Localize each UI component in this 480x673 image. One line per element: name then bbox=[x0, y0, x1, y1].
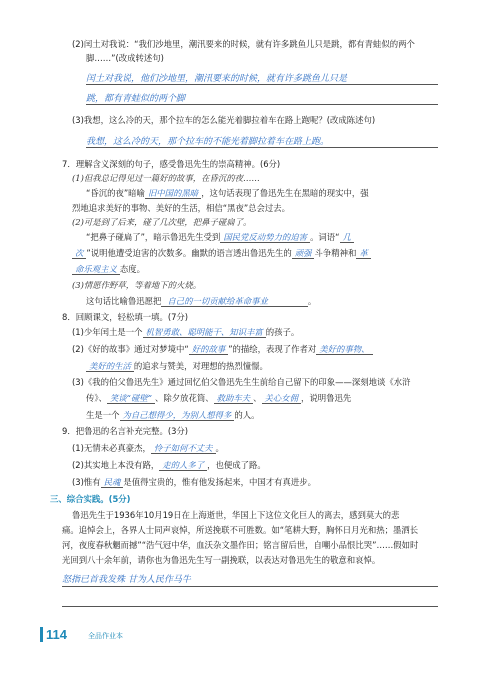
q9-3-row bbox=[72, 476, 316, 489]
q8-2-fill3: 美好的生活 bbox=[86, 361, 134, 372]
inline-text: 。 bbox=[307, 296, 317, 306]
q7-2-fill2: 几 bbox=[340, 232, 354, 243]
inline-text: ”的描绘，表现了作者对 bbox=[228, 344, 317, 354]
q8-2-row2 bbox=[86, 360, 268, 373]
inline-text: ，这句话表现了鲁迅先生在黑暗的现实中，强 bbox=[201, 188, 369, 198]
q8-3-row2 bbox=[86, 392, 351, 405]
q8-3-fill4: 为自己想得少，为别人想得多 bbox=[120, 410, 235, 421]
q6-2-prompt-cont: 脚……”(改成转述句) bbox=[86, 53, 164, 63]
q8-2-fill: 好的故事 bbox=[189, 344, 229, 355]
inline-text: ，也便成了路。 bbox=[207, 460, 266, 470]
inline-text: (1)少年闰土是一个 bbox=[72, 327, 143, 337]
q6-3-prompt: (3)我想，这么冷的天，那个拉车的怎么能光着脚拉着车在路上跑呢？(改成陈述句) bbox=[72, 115, 376, 125]
q7-2-answer-row3 bbox=[72, 263, 145, 276]
q6-2-answer-line1: 闰土对我说，他们沙地里，潮汛要来的时候，就有许多跳鱼儿只是 bbox=[86, 74, 348, 84]
q7-2-fill6: 命乐观主义 bbox=[72, 264, 120, 275]
q7-2-fill: 国民党反动势力的迫害 bbox=[220, 232, 310, 243]
inline-text: ，说明鲁迅先 bbox=[301, 393, 352, 403]
q7-heading: 7．理解含义深刻的句子，感受鲁迅先生的崇高精神。(6分) bbox=[62, 159, 281, 169]
q6-3-answer: 我想，这么冷的天，那个拉车的不能光着脚拉着车在路上跑。 bbox=[86, 137, 330, 147]
q7-2-fill3: 次 bbox=[72, 248, 86, 259]
q9-2-fill: 走的人多了 bbox=[159, 460, 207, 471]
q9-2-row bbox=[72, 459, 266, 472]
q8-2-fill2: 美好的事物、 bbox=[316, 344, 372, 355]
q6-2-answer-line2: 跳，都有青蛙似的两个脚 bbox=[86, 94, 186, 104]
answer-underline bbox=[86, 84, 438, 85]
q7-3-fill: 自己的一切贡献给革命事业 bbox=[161, 296, 308, 307]
q7-3-answer-row bbox=[86, 295, 316, 308]
inline-text: (1)无情未必真豪杰， bbox=[72, 443, 151, 453]
answer-underline bbox=[62, 586, 438, 587]
inline-text: 态度。 bbox=[119, 264, 145, 274]
q7-2-answer-row2 bbox=[72, 247, 371, 260]
q9-heading: 9．把鲁迅的名言补充完整。(3分) bbox=[62, 426, 189, 436]
inline-text: 、除夕放花筒、 bbox=[155, 393, 214, 403]
inline-text: 生是一个 bbox=[86, 410, 120, 420]
couplet-answer: 怒指已首我发殊 甘为人民作马牛 bbox=[62, 575, 191, 585]
q9-3-fill: 民魂 bbox=[101, 477, 124, 488]
inline-text: (3)惟有 bbox=[72, 477, 101, 487]
inline-text: 的孩子。 bbox=[265, 327, 300, 337]
q7-3-quote: (3)情愿作野草，等着地下的火烧。 bbox=[72, 280, 202, 290]
q8-3-fill: 笑谈“碰壁” bbox=[107, 393, 155, 404]
q8-1-row bbox=[72, 326, 299, 339]
inline-text: “把鼻子碰扁了”，暗示鲁迅先生受到 bbox=[86, 232, 221, 242]
paragraph-line: 鲁迅先生于1936年10月19日在上海逝世，华国上下这位文化巨人的离去，感到莫大的悲 bbox=[72, 510, 400, 520]
inline-text: 的追求与赞美，对理想的热烈憧憬。 bbox=[133, 361, 268, 371]
q8-heading: 8．回顾课文，轻松填一填。(7分) bbox=[62, 312, 189, 322]
q8-3-fill3: 关心女佣 bbox=[262, 393, 302, 404]
inline-text: 这句话比喻鲁迅愿把 bbox=[86, 296, 162, 306]
inline-text: 。 bbox=[215, 443, 224, 453]
q7-1-explain: 烈地追求美好的事物、美好的生活，相信“黑夜”总会过去。 bbox=[72, 203, 291, 213]
q7-2-fill4: 顽强 bbox=[292, 248, 315, 259]
section3-heading: 三、综合实践。(5分) bbox=[50, 494, 131, 504]
footer-tag: 全品作业本 bbox=[88, 632, 123, 640]
answer-underline bbox=[86, 104, 438, 105]
q8-1-fill: 机智勇敢、聪明能干、知识丰富 bbox=[143, 327, 266, 338]
inline-text: (2)其实地上本没有路， bbox=[72, 460, 160, 470]
q7-2-quote: (2)可是到了后来，碰了几次壁，把鼻子碰扁了。 bbox=[72, 217, 252, 227]
page-number: 114 bbox=[46, 627, 67, 642]
inline-text: 。词语“ bbox=[310, 232, 340, 242]
inline-text: 是值得宝贵的，惟有他发扬起来，中国才有真进步。 bbox=[123, 477, 316, 487]
q9-1-row bbox=[72, 442, 224, 455]
paragraph-line: 河，夜度春秋魍而撼”“浩气冠中华，血沃杂文墨作田；铭言留后世，自嘲小品恨比哭”……假如时 bbox=[62, 540, 419, 550]
q8-2-row bbox=[72, 343, 373, 356]
inline-text: ”说明他遭受迫害的次数多。幽默的语言透出鲁迅先生的 bbox=[86, 248, 292, 258]
answer-underline bbox=[86, 147, 438, 148]
paragraph-line: 光回到八十余年前，请你也为鲁迅先生写一副挽联，以表达对鲁迅先生的敬意和哀悼。 bbox=[62, 555, 381, 565]
answer-underline bbox=[62, 606, 438, 607]
inline-text: 传》、 bbox=[86, 393, 107, 403]
inline-text: 的人。 bbox=[234, 410, 260, 420]
q7-1-fill: 旧中国的黑暗 bbox=[145, 188, 201, 199]
inline-text: “昏沉的夜”暗喻 bbox=[86, 188, 145, 198]
q7-1-quote: (1)但我总记得见过一篇好的故事，在昏沉的夜…… bbox=[72, 173, 260, 183]
inline-text: 斗争精神和 bbox=[314, 248, 357, 258]
q8-3-row: (3)《我的伯父鲁迅先生》通过回忆伯父鲁迅先生生前给自己留下的印象——深刻地谈《水浒 bbox=[72, 377, 411, 387]
q7-2-fill5: 革 bbox=[356, 248, 370, 259]
q8-3-fill2: 救助车夫 bbox=[214, 393, 254, 404]
q7-1-answer-row bbox=[86, 187, 369, 200]
paragraph-line: 痛。追悼会上，各界人士同声哀悼，所送挽联不可胜数。如“笔耕大野，胸怀日月光和热；墨洒长 bbox=[62, 525, 419, 535]
q6-2-prompt: (2)闰土对我说：“我们沙地里，潮汛要来的时候，就有许多跳鱼儿只是跳，都有青蛙似的两个 bbox=[72, 39, 415, 49]
inline-text: (2)《好的故事》通过对梦境中“ bbox=[72, 344, 189, 354]
footer-accent-bar bbox=[40, 627, 43, 642]
q8-3-row3 bbox=[86, 409, 260, 422]
q9-1-fill: 怜子如何不丈夫 bbox=[151, 443, 216, 454]
q7-2-answer-row bbox=[86, 231, 354, 244]
inline-text: 、 bbox=[253, 393, 262, 403]
